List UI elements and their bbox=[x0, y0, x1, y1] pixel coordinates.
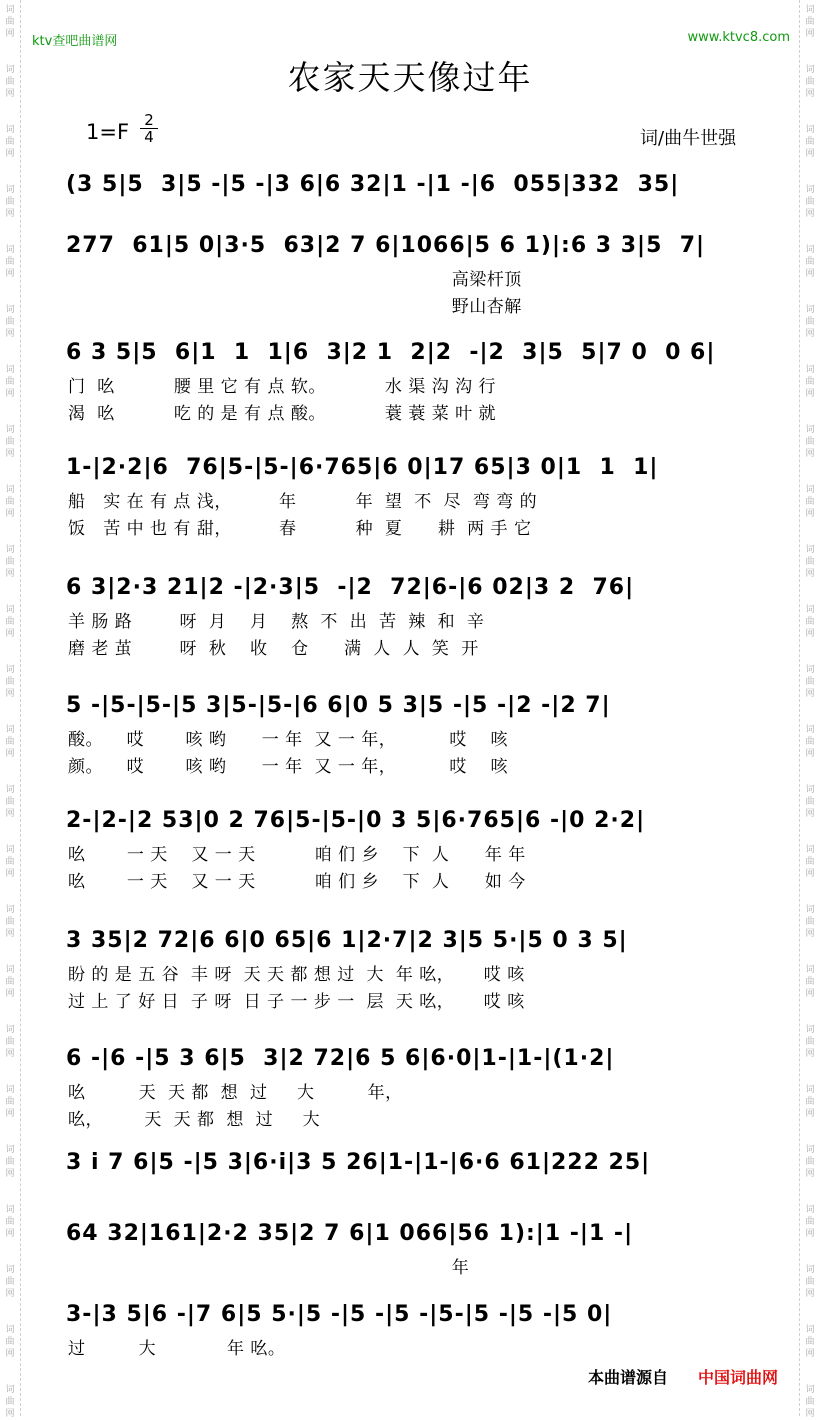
watermark-text: 词曲网 bbox=[5, 1325, 15, 1359]
lyric-line: 酸。 哎 咳 哟 一 年 又 一 年， 哎 咳 bbox=[68, 730, 509, 750]
watermark-text: 词曲网 bbox=[805, 65, 815, 99]
notation-line: 3 35|2 72|6 6|0 65|6 1|2·7|2 3|5 5·|5 0 3 5| bbox=[66, 928, 628, 953]
lyric-line: 颜。 哎 咳 哟 一 年 又 一 年， 哎 咳 bbox=[68, 757, 509, 777]
notation-line: 1-|2·2|6 76|5-|5-|6·765|6 0|17 65|3 0|1 1 1| bbox=[66, 455, 659, 480]
watermark-text: 词曲网 bbox=[805, 1145, 815, 1179]
watermark-text: 词曲网 bbox=[5, 665, 15, 699]
watermark-text: 词曲网 bbox=[805, 965, 815, 999]
watermark-text: 词曲网 bbox=[805, 245, 815, 279]
lyric-line: 渴 吆 吃 的 是 有 点 酸。 蓑 蓑 菜 叶 就 bbox=[68, 404, 497, 424]
notation-line: 2-|2-|2 53|0 2 76|5-|5-|0 3 5|6·765|6 -|0 2·2| bbox=[66, 808, 646, 833]
meter-top: 2 bbox=[144, 111, 154, 129]
watermark-text: 词曲网 bbox=[5, 545, 15, 579]
watermark-text: 词曲网 bbox=[5, 965, 15, 999]
watermark-text: 词曲网 bbox=[805, 305, 815, 339]
watermark-text: 词曲网 bbox=[5, 1265, 15, 1299]
watermark-text: 词曲网 bbox=[5, 845, 15, 879]
watermark-text: 词曲网 bbox=[5, 1025, 15, 1059]
lyric-line: 野山杏解 bbox=[68, 297, 522, 317]
lyric-line: 门 吆 腰 里 它 有 点 软。 水 渠 沟 沟 行 bbox=[68, 377, 497, 397]
watermark-text: 词曲网 bbox=[5, 365, 15, 399]
lyric-line: 过 上 了 好 日 子 呀 日 子 一 步 一 层 天 吆， 哎 咳 bbox=[68, 992, 525, 1012]
lyric-line: 吆 一 天 又 一 天 咱 们 乡 下 人 如 今 bbox=[68, 872, 526, 892]
author-credit: 词/曲牛世强 bbox=[640, 128, 737, 149]
lyric-line: 年 bbox=[68, 1258, 470, 1278]
key-signature: 1=F bbox=[86, 120, 130, 144]
notation-line: 3-|3 5|6 -|7 6|5 5·|5 -|5 -|5 -|5-|5 -|5 -|5 0| bbox=[66, 1302, 613, 1327]
time-signature bbox=[140, 112, 158, 145]
notation-line: 6 3|2·3 21|2 -|2·3|5 -|2 72|6-|6 02|3 2 76| bbox=[66, 575, 635, 600]
lyric-line: 饭 苦 中 也 有 甜， 春 种 夏 耕 两 手 它 bbox=[68, 519, 532, 539]
watermark-text: 词曲网 bbox=[805, 545, 815, 579]
notation-line: (3 5|5 3|5 -|5 -|3 6|6 32|1 -|1 -|6 055|332 35| bbox=[66, 172, 680, 197]
notation-line: 3 i 7 6|5 -|5 3|6·i|3 5 26|1-|1-|6·6 61|222 25| bbox=[66, 1150, 651, 1175]
notation-line: 6 3 5|5 6|1 1 1|6 3|2 1 2|2 -|2 3|5 5|7 0 0 6| bbox=[66, 340, 716, 365]
site-name-left: ktv查吧曲谱网 bbox=[32, 34, 118, 49]
lyric-line: 磨 老 茧 呀 秋 收 仓 满 人 人 笑 开 bbox=[68, 639, 479, 659]
watermark-text: 词曲网 bbox=[805, 485, 815, 519]
watermark-text: 词曲网 bbox=[805, 425, 815, 459]
watermark-text: 词曲网 bbox=[805, 605, 815, 639]
source-site: 中国词曲网 bbox=[698, 1368, 779, 1387]
lyric-line: 吆 天 天 都 想 过 大 年， bbox=[68, 1083, 403, 1103]
lyric-line: 吆 一 天 又 一 天 咱 们 乡 下 人 年 年 bbox=[68, 845, 526, 865]
watermark-text: 词曲网 bbox=[5, 245, 15, 279]
watermark-text: 词曲网 bbox=[805, 1325, 815, 1359]
watermark-text: 词曲网 bbox=[805, 845, 815, 879]
watermark-text: 词曲网 bbox=[805, 725, 815, 759]
watermark-text: 词曲网 bbox=[805, 1265, 815, 1299]
lyric-line: 高梁杆顶 bbox=[68, 270, 522, 290]
watermark-text: 词曲网 bbox=[5, 1385, 15, 1419]
watermark-text: 词曲网 bbox=[5, 185, 15, 219]
watermark-text: 词曲网 bbox=[5, 1145, 15, 1179]
lyric-line: 过 大 年 吆。 bbox=[68, 1339, 286, 1359]
watermark-text: 词曲网 bbox=[805, 125, 815, 159]
notation-line: 6 -|6 -|5 3 6|5 3|2 72|6 5 6|6·0|1-|1-|(1·2| bbox=[66, 1046, 615, 1071]
lyric-line: 羊 肠 路 呀 月 月 熬 不 出 苦 辣 和 辛 bbox=[68, 612, 485, 632]
watermark-text: 词曲网 bbox=[805, 1085, 815, 1119]
watermark-text: 词曲网 bbox=[5, 905, 15, 939]
site-url-right: www.ktvc8.com bbox=[687, 30, 790, 45]
watermark-text: 词曲网 bbox=[805, 665, 815, 699]
watermark-text: 词曲网 bbox=[805, 905, 815, 939]
watermark-text: 词曲网 bbox=[805, 185, 815, 219]
watermark-text: 词曲网 bbox=[805, 5, 815, 39]
meter-bottom: 4 bbox=[140, 128, 158, 145]
notation-line: 64 32|161|2·2 35|2 7 6|1 066|56 1):|1 -|1 -| bbox=[66, 1221, 634, 1246]
watermark-text: 词曲网 bbox=[5, 5, 15, 39]
watermark-text: 词曲网 bbox=[5, 65, 15, 99]
song-title: 农家天天像过年 bbox=[287, 58, 533, 97]
watermark-text: 词曲网 bbox=[805, 785, 815, 819]
lyric-line: 吆， 天 天 都 想 过 大 bbox=[68, 1110, 321, 1130]
watermark-text: 词曲网 bbox=[805, 1025, 815, 1059]
watermark-text: 词曲网 bbox=[805, 1385, 815, 1419]
watermark-text: 词曲网 bbox=[5, 605, 15, 639]
watermark-text: 词曲网 bbox=[805, 365, 815, 399]
lyric-line: 船 实 在 有 点 浅， 年 年 望 不 尽 弯 弯 的 bbox=[68, 492, 538, 512]
watermark-text: 词曲网 bbox=[805, 1205, 815, 1239]
watermark-text: 词曲网 bbox=[5, 125, 15, 159]
notation-line: 277 61|5 0|3·5 63|2 7 6|1066|5 6 1)|:6 3 3|5 7| bbox=[66, 233, 706, 258]
watermark-text: 词曲网 bbox=[5, 305, 15, 339]
lyric-line: 盼 的 是 五 谷 丰 呀 天 天 都 想 过 大 年 吆， 哎 咳 bbox=[68, 965, 525, 985]
watermark-text: 词曲网 bbox=[5, 1205, 15, 1239]
watermark-text: 词曲网 bbox=[5, 785, 15, 819]
watermark-text: 词曲网 bbox=[5, 425, 15, 459]
watermark-text: 词曲网 bbox=[5, 725, 15, 759]
watermark-text: 词曲网 bbox=[5, 485, 15, 519]
watermark-text: 词曲网 bbox=[5, 1085, 15, 1119]
source-label: 本曲谱源自 bbox=[588, 1368, 669, 1387]
notation-line: 5 -|5-|5-|5 3|5-|5-|6 6|0 5 3|5 -|5 -|2 -|2 7| bbox=[66, 693, 611, 718]
